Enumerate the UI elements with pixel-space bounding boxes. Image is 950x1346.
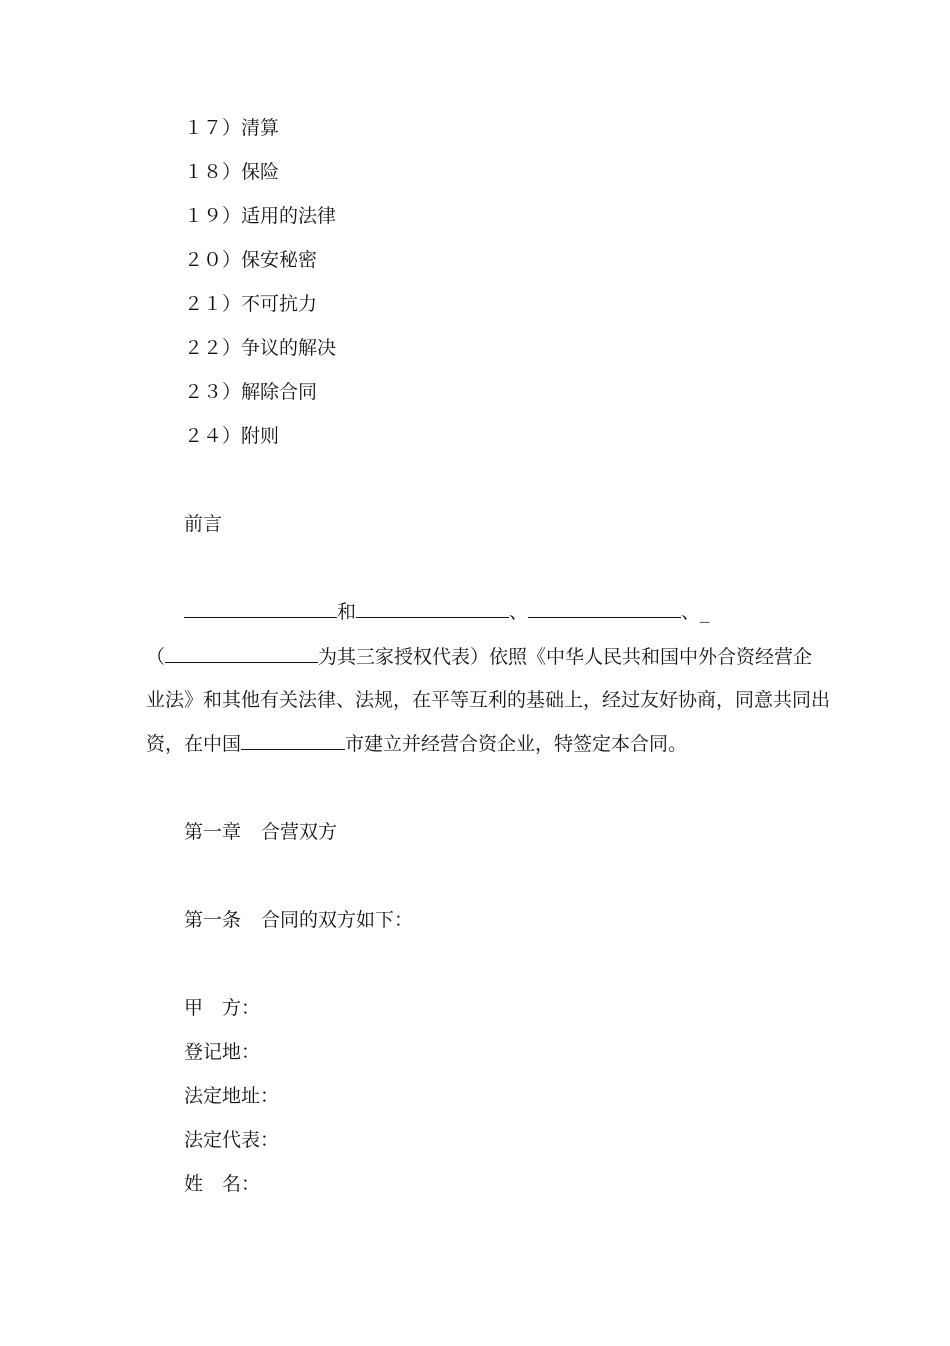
blank-party-2[interactable] [356, 600, 509, 618]
toc-item [184, 336, 336, 360]
field-legal-representative: 法定代表： [184, 1129, 280, 1151]
toc-item-number: ２４） [184, 425, 242, 447]
toc-item [184, 160, 279, 184]
toc-item-number: ２１） [184, 293, 242, 315]
preface-sep-1: 、 [509, 601, 529, 623]
toc-item-title: 附则 [241, 425, 280, 447]
field-registration-place: 登记地： [184, 1041, 261, 1063]
toc-item-number: ２３） [184, 381, 242, 403]
preface-line-2 [146, 645, 813, 669]
article-label: 第一条 [184, 909, 242, 931]
preface-line-1 [184, 600, 714, 624]
toc-item-title: 保安秘密 [241, 249, 318, 271]
field-name: 姓 名： [184, 1173, 261, 1195]
toc-item-number: １９） [184, 205, 242, 227]
preface-open-paren: （ [146, 646, 166, 668]
toc-item [184, 380, 317, 404]
toc-item-title: 解除合同 [241, 381, 318, 403]
field-party-a: 甲 方： [184, 997, 261, 1019]
blank-party-3[interactable] [528, 600, 681, 618]
toc-item [184, 248, 317, 272]
toc-item [184, 204, 336, 228]
article-title: 合同的双方如下： [261, 909, 414, 931]
preface-line-4-before: 资，在中国 [146, 733, 242, 755]
toc-item-title: 保险 [241, 161, 280, 183]
toc-item [184, 424, 279, 448]
preface-line-4-after: 市建立并经营合资企业，特签定本合同。 [345, 733, 688, 755]
chapter-label: 第一章 [184, 821, 242, 843]
preface-sep-2: 、_ [681, 601, 710, 623]
toc-item-number: ２０） [184, 249, 242, 271]
field-legal-address: 法定地址： [184, 1085, 280, 1107]
toc-item-title: 适用的法律 [241, 205, 337, 227]
toc-item-number: １８） [184, 161, 242, 183]
preface-line-3: 业法》和其他有关法律、法规，在平等互利的基础上，经过友好协商，同意共同出 [146, 689, 831, 711]
preface-and: 和 [337, 601, 357, 623]
blank-city[interactable] [241, 732, 345, 750]
toc-item-title: 争议的解决 [241, 337, 337, 359]
preface-line-4 [146, 732, 808, 756]
toc-item [184, 116, 279, 140]
chapter-heading [184, 820, 337, 844]
toc-item [184, 292, 317, 316]
chapter-title: 合营双方 [261, 821, 338, 843]
preface-heading: 前言 [184, 513, 223, 535]
toc-item-number: １７） [184, 117, 242, 139]
article-heading [184, 908, 413, 932]
blank-party-1[interactable] [184, 600, 337, 618]
toc-item-title: 清算 [241, 117, 280, 139]
toc-item-title: 不可抗力 [241, 293, 318, 315]
blank-representative[interactable] [165, 645, 318, 663]
preface-line-2-text: 为其三家授权代表）依照《中华人民共和国中外合资经营企 [318, 646, 813, 668]
toc-item-number: ２２） [184, 337, 242, 359]
